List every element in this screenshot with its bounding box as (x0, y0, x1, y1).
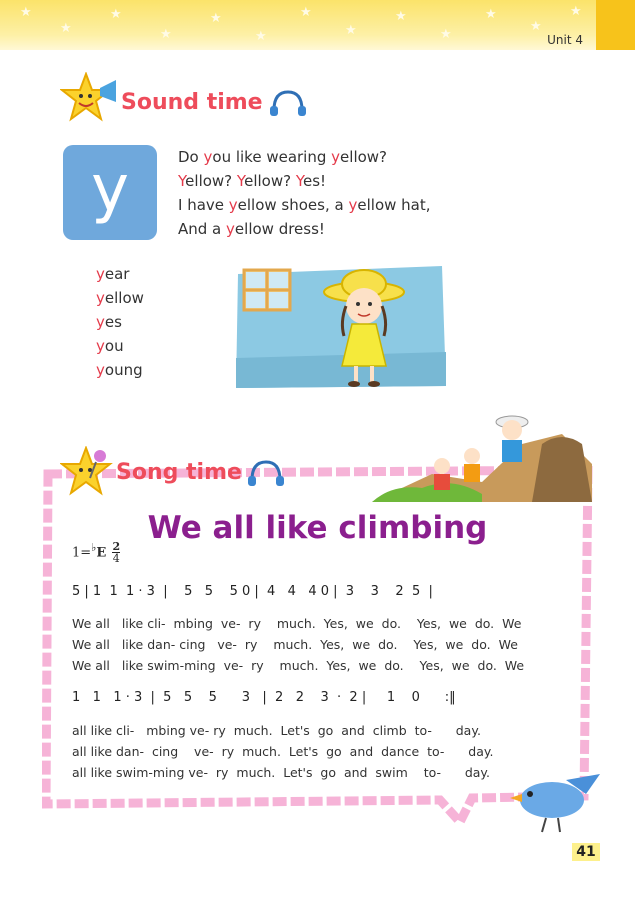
headphones-icon[interactable] (246, 458, 286, 488)
sound-time-title: Sound time (121, 90, 263, 115)
page-number: 41 (572, 843, 600, 861)
lyric-line-2b: all like dan- cing ve- ry much. Let's go and dance to- day. (72, 744, 494, 759)
lyric-line-1a: We all like cli- mbing ve- ry much. Yes, we do. Yes, we do. We (72, 616, 522, 631)
word-yes: yes (96, 313, 122, 331)
mountain-climbers-illustration (372, 404, 592, 504)
notation-line-2: 1 1 1 · 3 | 5 5 5 3 | 2 2 3 · 2 | 1 0 :‖ (72, 690, 456, 705)
lyric-line-2a: all like cli- mbing ve- ry much. Let's go and climb to- day. (72, 723, 481, 738)
chant-line-2: Yellow? Yellow? Yes! (178, 172, 327, 190)
lyric-line-1b: We all like dan- cing ve- ry much. Yes, we do. Yes, we do. We (72, 637, 518, 652)
word-you: you (96, 337, 124, 355)
song-time-title: Song time (116, 460, 242, 485)
chant-line-1: Do you like wearing yellow? (178, 148, 388, 166)
unit-label: Unit 4 (547, 33, 583, 47)
girl-illustration (232, 262, 450, 392)
bird-illustration (506, 772, 602, 836)
star-megaphone-icon (60, 72, 120, 124)
lyric-line-1c: We all like swim-ming ve- ry much. Yes, we do. Yes, we do. We (72, 658, 525, 673)
letter-tile: y (63, 145, 157, 240)
star-microphone-icon (60, 446, 116, 498)
song-title: We all like climbing (147, 510, 488, 546)
notation-line-1: 5 | 1 1 1 · 3 | 5 5 5 0 | 4 4 4 0 | 3 3 2 5 | (72, 584, 433, 599)
word-year: year (96, 265, 130, 283)
chant-line-4: And a yellow dress! (178, 220, 325, 238)
key-signature: 1=♭E $\frac{2}{4}$ (72, 540, 121, 566)
top-star-band: ★ ★ ★ ★ ★ ★ ★ ★ ★ ★ ★ ★ ★ (0, 0, 635, 50)
headphones-icon[interactable] (268, 88, 308, 118)
word-yellow: yellow (96, 289, 144, 307)
unit-tab (596, 0, 635, 50)
word-young: young (96, 361, 143, 379)
lyric-line-2c: all like swim-ming ve- ry much. Let's go and swim to- day. (72, 765, 491, 780)
chant-line-3: I have yellow shoes, a yellow hat, (178, 196, 431, 214)
